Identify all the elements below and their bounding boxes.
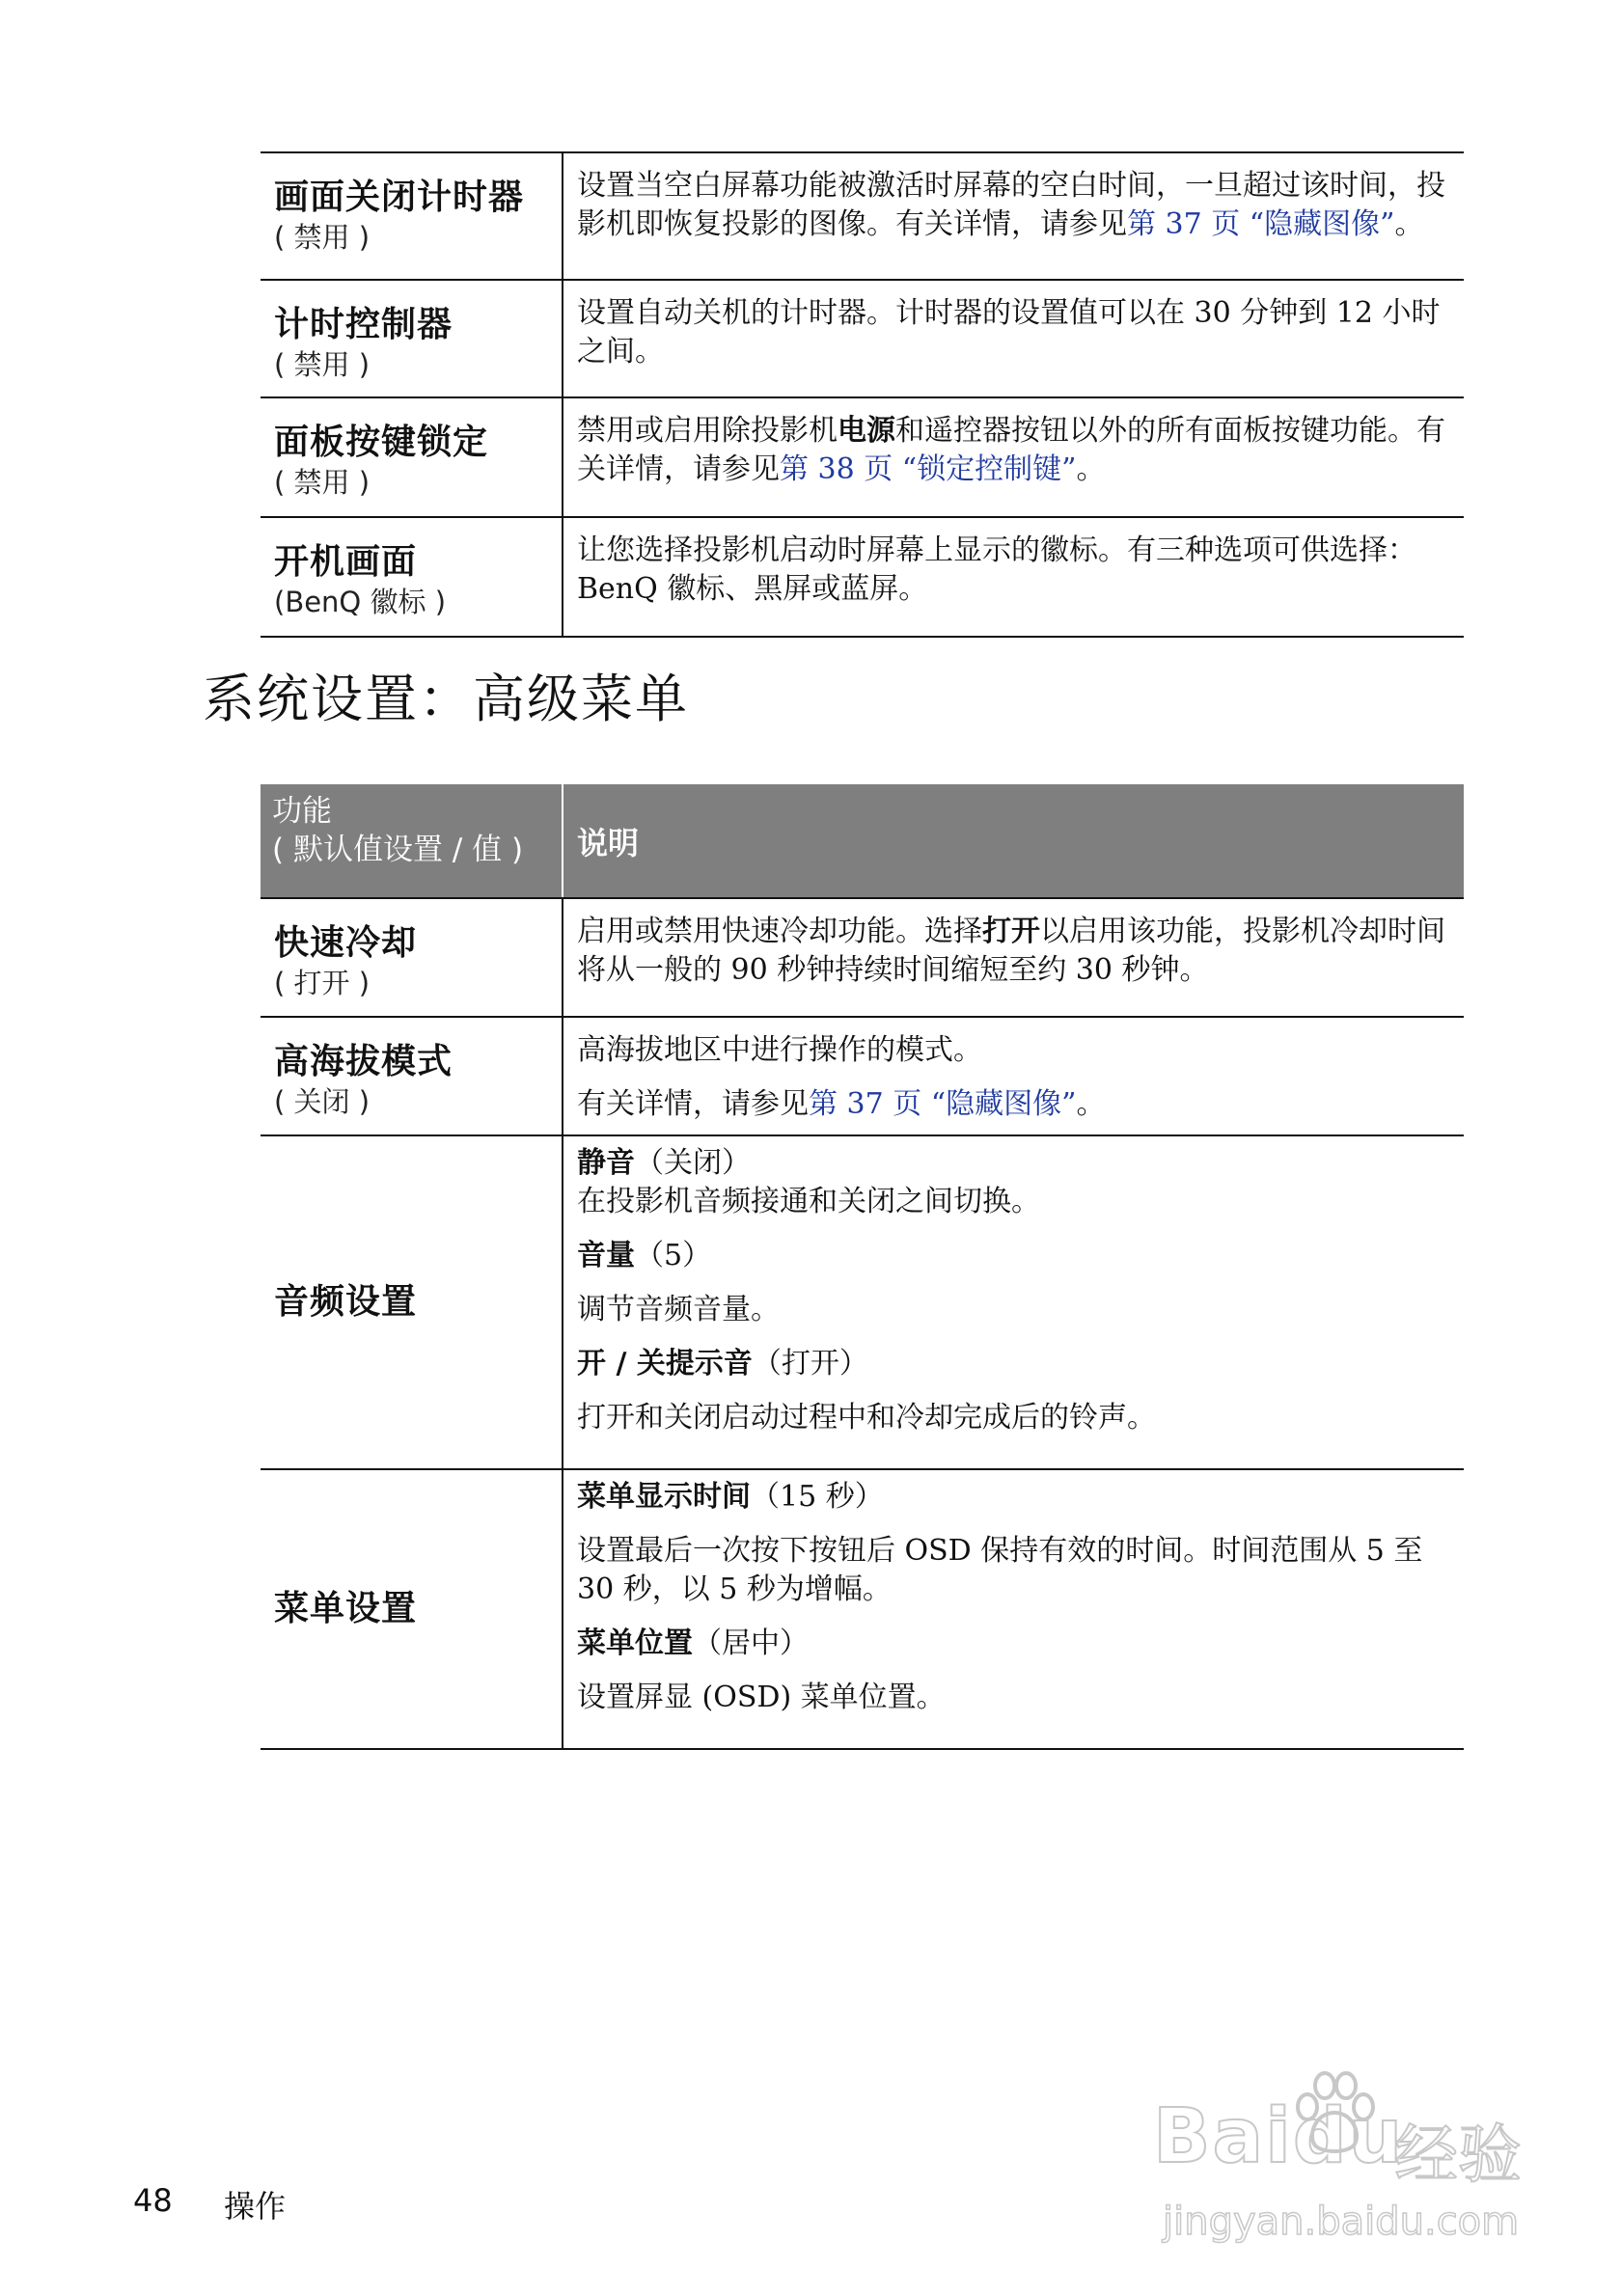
description-text: 让您选择投影机启动时屏幕上显示的徽标。有三种选项可供选择：BenQ 徽标、黑屏或蓝屏。 — [577, 533, 1416, 606]
function-cell — [261, 517, 563, 637]
mute-description: 在投影机音频接通和关闭之间切换。 — [577, 1185, 1040, 1218]
function-cell — [261, 898, 563, 1017]
volume-description: 调节音频音量。 — [577, 1293, 780, 1326]
function-default: ( 打开 ) — [274, 967, 371, 999]
header-function-label: 功能 — [272, 794, 332, 829]
header-description: 说明 — [563, 784, 1464, 898]
watermark-brand — [1153, 2093, 1404, 2180]
table-header-row — [261, 784, 1464, 898]
volume-value: （5） — [635, 1239, 712, 1272]
function-default: ( 禁用 ) — [274, 221, 371, 254]
menu-position-label: 菜单位置 — [577, 1626, 693, 1660]
description-cell — [563, 152, 1464, 280]
page-number: 48 — [133, 2182, 173, 2219]
description-text: 禁用或启用除投影机 — [577, 414, 838, 448]
table-row — [261, 898, 1464, 1017]
description-text: 和遥控器按钮以外的所有面板按键功能。有关详情，请参见 — [577, 414, 1445, 486]
function-cell — [261, 1017, 563, 1135]
function-name: 面板按键锁定 — [274, 423, 489, 462]
description-cell — [563, 397, 1464, 517]
description-cell — [563, 898, 1464, 1017]
menu-position-description: 设置屏显 (OSD) 菜单位置。 — [577, 1681, 946, 1714]
function-name: 高海拔模式 — [274, 1042, 453, 1081]
description-text: 高海拔地区中进行操作的模式。 — [577, 1033, 982, 1067]
page-reference-link[interactable]: 第 37 页 “隐藏图像” — [809, 1087, 1077, 1121]
power-key-label: 电源 — [838, 414, 895, 448]
header-function — [261, 784, 563, 898]
beep-description: 打开和关闭启动过程中和冷却完成后的铃声。 — [577, 1401, 1156, 1435]
function-name: 快速冷却 — [274, 923, 418, 963]
description-end: 。 — [1394, 207, 1424, 241]
description-cell — [563, 1017, 1464, 1135]
page-section-label: 操作 — [224, 2188, 287, 2225]
page-reference-link[interactable]: 第 38 页 “锁定控制键” — [780, 452, 1077, 486]
function-cell — [261, 397, 563, 517]
description-text: 以启用该功能，投影机冷却时间将从一般的 90 秒钟持续时间缩短至约 30 秒钟。 — [577, 915, 1445, 987]
section-title: 系统设置：高级菜单 — [203, 669, 689, 729]
function-cell — [261, 152, 563, 280]
description-text: 设置当空白屏幕功能被激活时屏幕的空白时间，一旦超过该时间，投影机即恢复投影的图像。有关详情，请参见 — [577, 169, 1445, 241]
mute-label: 静音 — [577, 1146, 635, 1180]
description-text: 启用或禁用快速冷却功能。选择 — [577, 915, 982, 948]
description-cell — [563, 517, 1464, 637]
settings-table-1 — [261, 151, 1464, 638]
menu-time-label: 菜单显示时间 — [577, 1480, 751, 1514]
menu-time-description: 设置最后一次按下按钮后 OSD 保持有效的时间。时间范围从 5 至 30 秒，以 5 秒为增幅。 — [577, 1534, 1423, 1606]
watermark-jingyan: 经验 — [1394, 2118, 1522, 2192]
function-default: ( 禁用 ) — [274, 348, 371, 381]
function-cell — [261, 280, 563, 397]
description-text: 设置自动关机的计时器。计时器的设置值可以在 30 分钟到 12 小时之间。 — [577, 296, 1441, 369]
function-cell — [261, 1135, 563, 1469]
baidu-watermark — [1153, 2064, 1558, 2257]
function-default: ( 关闭 ) — [274, 1085, 371, 1118]
function-default: (BenQ 徽标 ) — [274, 586, 447, 618]
page-reference-link[interactable]: 第 37 页 “隐藏图像” — [1127, 207, 1395, 241]
header-default-label: ( 默认值设置 / 值 ) — [272, 833, 524, 867]
function-name: 菜单设置 — [274, 1589, 418, 1628]
function-name: 计时控制器 — [274, 305, 453, 344]
table-row — [261, 280, 1464, 397]
function-default: ( 禁用 ) — [274, 466, 371, 499]
volume-label: 音量 — [577, 1239, 635, 1272]
description-cell — [563, 280, 1464, 397]
mute-value: （关闭） — [635, 1146, 751, 1180]
description-cell — [563, 1469, 1464, 1749]
function-name: 画面关闭计时器 — [274, 178, 525, 217]
description-cell — [563, 1135, 1464, 1469]
table-row — [261, 1017, 1464, 1135]
description-end: 。 — [1076, 452, 1106, 486]
description-end: 。 — [1076, 1087, 1106, 1121]
settings-table-advanced — [261, 784, 1464, 1750]
table-row — [261, 152, 1464, 280]
function-name: 开机画面 — [274, 542, 418, 582]
function-cell — [261, 1469, 563, 1749]
watermark-url: jingyan.baidu.com — [1163, 2200, 1520, 2244]
description-text: 有关详情，请参见 — [577, 1087, 809, 1121]
watermark-brand-end: du — [1292, 2093, 1405, 2180]
beep-value: （打开） — [752, 1347, 868, 1380]
table-row — [261, 1469, 1464, 1749]
watermark-brand-start: Bai — [1153, 2093, 1293, 2180]
menu-position-value: （居中） — [693, 1626, 809, 1660]
table-row — [261, 1135, 1464, 1469]
on-option-label: 打开 — [982, 915, 1040, 948]
menu-time-value: （15 秒） — [751, 1480, 884, 1514]
function-name: 音频设置 — [274, 1282, 418, 1322]
beep-label: 开 / 关提示音 — [577, 1347, 753, 1380]
table-row — [261, 397, 1464, 517]
table-row — [261, 517, 1464, 637]
